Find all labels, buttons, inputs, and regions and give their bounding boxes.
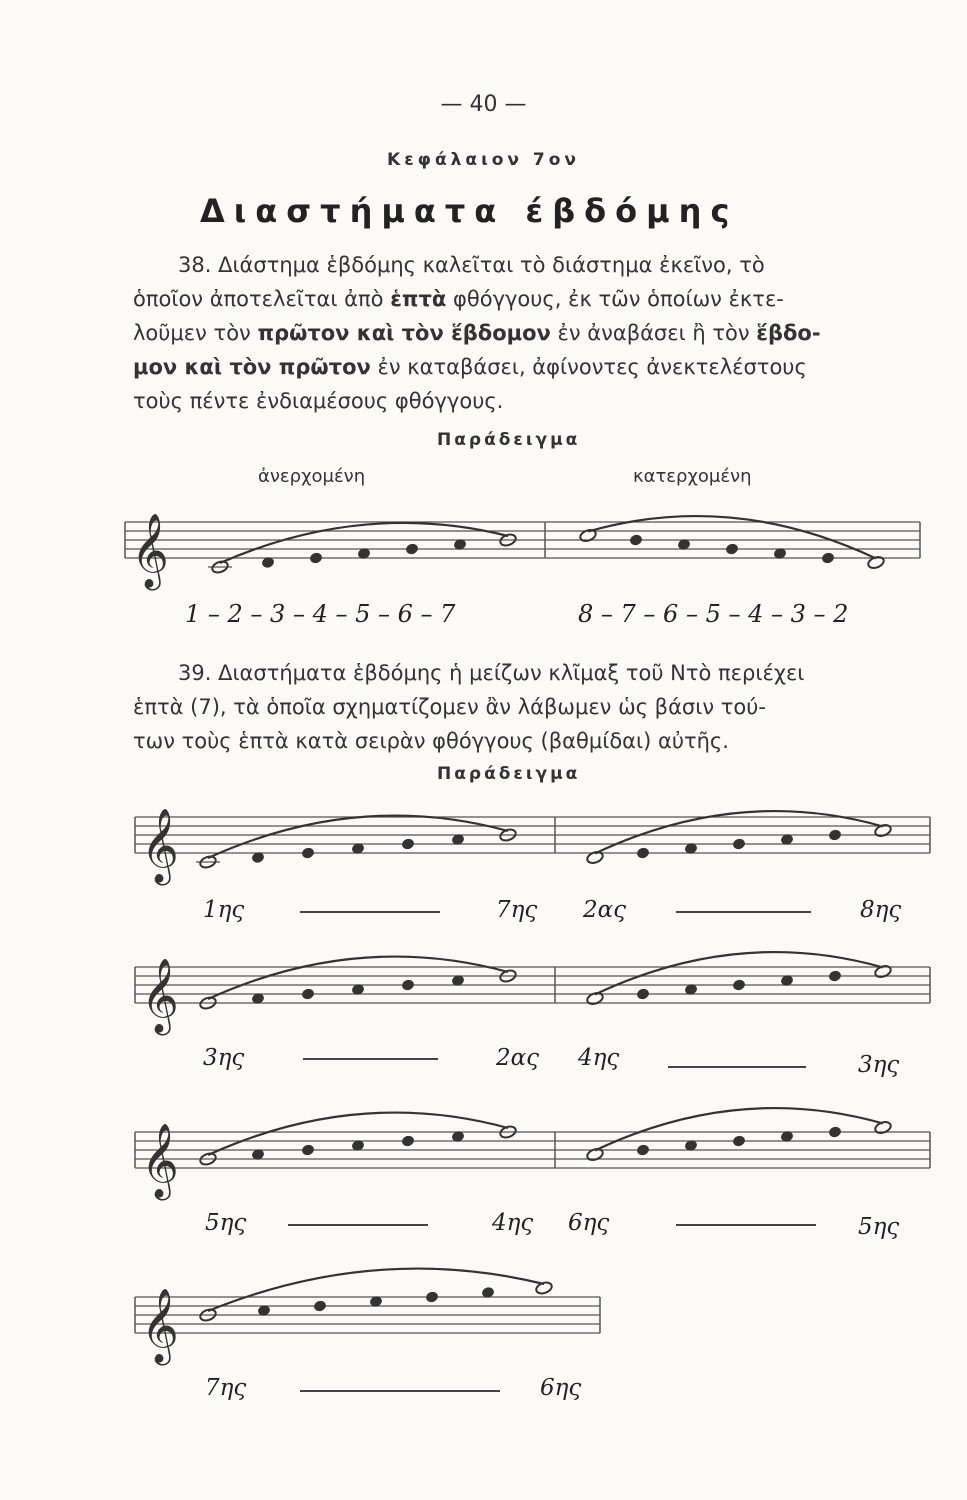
quarter-note-head <box>401 837 416 851</box>
quarter-note-head <box>405 542 420 556</box>
interval-from-label: 2ας <box>583 897 627 923</box>
quarter-note-head <box>821 551 836 565</box>
interval-from-label: 5ης <box>205 1210 247 1236</box>
interval-to-label: 7ης <box>496 897 538 923</box>
text-run: λοῦμεν τὸν <box>133 321 258 345</box>
dash-line <box>288 1224 428 1226</box>
interval-to-label: 2ας <box>496 1045 540 1071</box>
paragraph-line <box>133 724 933 758</box>
text-run: ἐν καταβάσει, ἀφίνοντες ἀνεκτελέστους <box>370 355 807 379</box>
quarter-note-head <box>301 846 316 860</box>
treble-clef-icon: 𝄞 <box>141 1124 179 1198</box>
interval-to-label: 5ης <box>858 1214 900 1240</box>
chapter-heading: Κεφάλαιον 7ον <box>387 150 580 170</box>
paragraph-line <box>133 384 933 418</box>
music-staff-example-1 <box>120 490 930 610</box>
dash-line <box>303 1058 438 1060</box>
text-run: των τοὺς ἑπτὰ κατὰ σειρὰν φθόγγους (βαθμίδαι) αὐτῆς. <box>133 729 729 753</box>
dash-line <box>300 1390 500 1392</box>
paragraph-line <box>133 350 933 384</box>
quarter-note-head <box>401 978 416 992</box>
paragraph-39 <box>133 656 933 758</box>
text-run: ἑπτὰ <box>390 287 447 311</box>
text-run: 39. Διαστήματα ἑβδόμης ἡ μείζων κλῖμαξ τοῦ Ντὸ περιέχει <box>178 661 805 685</box>
example-label-2: Παράδειγμα <box>437 764 581 784</box>
quarter-note-head <box>828 828 843 842</box>
paragraph-line <box>133 316 933 350</box>
music-staff-row-1 <box>130 795 935 905</box>
interval-from-label: 3ης <box>203 1045 245 1071</box>
quarter-note-head <box>301 987 316 1001</box>
quarter-note-head <box>636 987 651 1001</box>
paragraph-38 <box>133 248 933 418</box>
paragraph-line <box>133 282 933 316</box>
treble-clef-icon: 𝄞 <box>141 1289 179 1363</box>
quarter-note-head <box>732 978 747 992</box>
interval-from-label: 1ης <box>203 897 245 923</box>
dash-line <box>676 1224 816 1226</box>
quarter-note-head <box>425 1290 440 1304</box>
section-title: Διαστήματα έβδόμης <box>200 192 739 230</box>
quarter-note-head <box>828 969 843 983</box>
descending-degree-numbers: 8 – 7 – 6 – 5 – 4 – 3 – 2 <box>578 600 849 628</box>
quarter-note-head <box>732 837 747 851</box>
ascending-degree-numbers: 1 – 2 – 3 – 4 – 5 – 6 – 7 <box>185 600 456 628</box>
treble-clef-icon: 𝄞 <box>131 514 169 588</box>
interval-from-label: 4ης <box>578 1045 620 1071</box>
quarter-note-head <box>313 1299 328 1313</box>
quarter-note-head <box>629 533 644 547</box>
text-run: ἐν ἀναβάσει ἢ τὸν <box>550 321 757 345</box>
paragraph-line <box>133 248 933 282</box>
interval-to-label: 4ης <box>492 1210 534 1236</box>
dash-line <box>300 911 440 913</box>
quarter-note-head <box>401 1134 416 1148</box>
text-run: τοὺς πέντε ἐνδιαμέσους φθόγγους. <box>133 389 504 413</box>
ascending-label: ἀνερχομένη <box>258 466 366 487</box>
interval-to-label: 8ης <box>860 897 902 923</box>
interval-from-label: 6ης <box>568 1210 610 1236</box>
interval-to-label: 3ης <box>858 1052 900 1078</box>
quarter-note-head <box>828 1125 843 1139</box>
dash-line <box>668 1066 806 1068</box>
descending-label: κατερχομένη <box>633 466 752 487</box>
quarter-note-head <box>636 1143 651 1157</box>
text-run: ἑπτὰ (7), τὰ ὁποῖα σχηματίζομεν ἂν λάβωμεν ὡς βάσιν τού- <box>133 695 766 719</box>
page-number: — 40 — <box>440 92 527 117</box>
text-run: ἕβδο- <box>756 321 821 345</box>
quarter-note-head <box>636 846 651 860</box>
treble-clef-icon: 𝄞 <box>141 959 179 1033</box>
example-label-1: Παράδειγμα <box>437 430 581 450</box>
text-run: πρῶτον καὶ τὸν ἕβδομον <box>257 321 551 345</box>
quarter-note-head <box>732 1134 747 1148</box>
quarter-note-head <box>301 1143 316 1157</box>
text-run: μον καὶ τὸν πρῶτον <box>133 355 371 379</box>
text-run: 38. Διάστημα ἑβδόμης καλεῖται τὸ διάστημα ἐκεῖνο, τὸ <box>178 253 765 277</box>
interval-to-label: 6ης <box>540 1375 582 1401</box>
text-run: ὁποῖον ἀποτελεῖται ἀπὸ <box>133 287 391 311</box>
quarter-note-head <box>725 542 740 556</box>
paragraph-line <box>133 690 933 724</box>
interval-from-label: 7ης <box>205 1375 247 1401</box>
paragraph-line <box>133 656 933 690</box>
music-staff-row-4 <box>130 1275 610 1385</box>
music-staff-row-3 <box>130 1110 935 1220</box>
text-run: φθόγγους, ἐκ τῶν ὁποίων ἐκτε- <box>446 287 784 311</box>
quarter-note-head <box>309 551 324 565</box>
dash-line <box>676 911 811 913</box>
treble-clef-icon: 𝄞 <box>141 809 179 883</box>
music-staff-row-2 <box>130 945 935 1055</box>
